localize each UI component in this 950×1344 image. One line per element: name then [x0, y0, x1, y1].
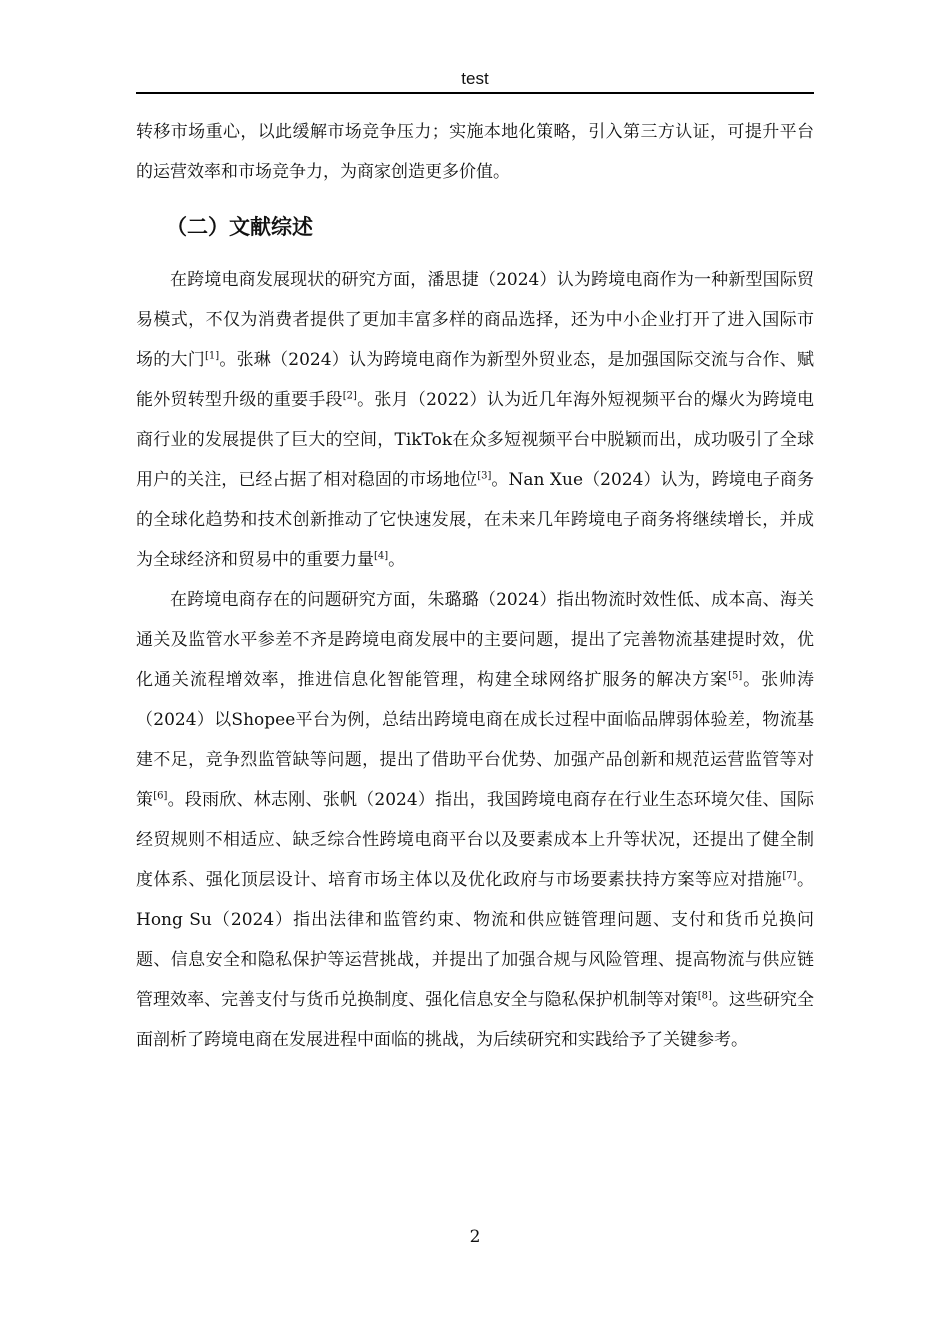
paragraph-text: 。Nan Xue（2024）认为，跨境电子商务的全球化趋势和技术创新推动了它快速发展，在未来几年跨境电子商务将继续增长，并成为全球经济和贸易中的重要力量: [136, 470, 814, 570]
paragraph-text: 。这些研究全面剖析了跨境电商在发展进程中面临的挑战，为后续研究和实践给予了关键参考。: [136, 990, 815, 1050]
header-rule: [136, 92, 814, 94]
paragraph-text: 。张帅涛（2024）以Shopee平台为例，总结出跨境电商在成长过程中面临品牌弱体验差，物流基建不足，竞争烈监管缺等问题，提出了借助平台优势、加强产品创新和规范运营监管等对策: [136, 670, 814, 810]
paragraph-text: 在跨境电商存在的问题研究方面，朱璐璐（2024）指出物流时效性低、成本高、海关通关及监管水平参差不齐是跨境电商发展中的主要问题，提出了完善物流基建提时效，优化通关流程增效率，推进信息化智能管理，构建全球网络扩服务的解决方案: [136, 590, 814, 690]
paragraph-text: 。段雨欣、林志刚、张帆（2024）指出，我国跨境电商存在行业生态环境欠佳、国际经贸规则不相适应、缺乏综合性跨境电商平台以及要素成本上升等状况，还提出了健全制度体系、强化顶层设计、培育市场主体以及优化政府与市场要素扶持方案等应对措施: [136, 790, 814, 890]
body-text: [136, 112, 814, 1060]
citation-ref: [5]: [728, 670, 743, 682]
citation-ref: [3]: [477, 470, 492, 482]
citation-ref: [7]: [782, 870, 797, 882]
citation-ref: [4]: [374, 550, 389, 562]
paragraph-development-status: [136, 260, 814, 580]
citation-ref: [6]: [153, 790, 168, 802]
paragraph-text: 。: [388, 550, 406, 570]
paragraph-text: 在跨境电商发展现状的研究方面，潘思捷（2024）认为跨境电商作为一种新型国际贸易模式，不仅为消费者提供了更加丰富多样的商品选择，还为中小企业打开了进入国际市场的大门: [136, 270, 814, 370]
intro-paragraph: 转移市场重心，以此缓解市场竞争压力；实施本地化策略，引入第三方认证，可提升平台的运营效率和市场竞争力，为商家创造更多价值。: [136, 122, 814, 182]
citation-ref: [1]: [204, 350, 220, 362]
paragraph-text: 。张月（2022）认为近几年海外短视频平台的爆火为跨境电商行业的发展提供了巨大的空间，TikTok在众多短视频平台中脱颖而出，成功吸引了全球用户的关注，已经占据了相对稳固的市场地位: [136, 390, 815, 490]
page-number: 2: [469, 1227, 481, 1247]
citation-ref: [2]: [342, 390, 357, 402]
paragraph-text: 。张琳（2024）认为跨境电商作为新型外贸业态，是加强国际交流与合作、赋能外贸转型升级的重要手段: [136, 350, 815, 410]
citation-ref: [8]: [697, 990, 712, 1002]
paragraph-existing-problems: [136, 580, 814, 1060]
paragraph-text: 。Hong Su（2024）指出法律和监管约束、物流和供应链管理问题、支付和货币兑换问题、信息安全和隐私保护等运营挑战，并提出了加强合规与风险管理、提高物流与供应链管理效率、完善支付与货币兑换制度、强化信息安全与隐私保护机制等对策: [136, 870, 815, 1010]
section-heading: （二）文献综述: [166, 215, 313, 239]
page-header-title: test: [461, 69, 489, 88]
